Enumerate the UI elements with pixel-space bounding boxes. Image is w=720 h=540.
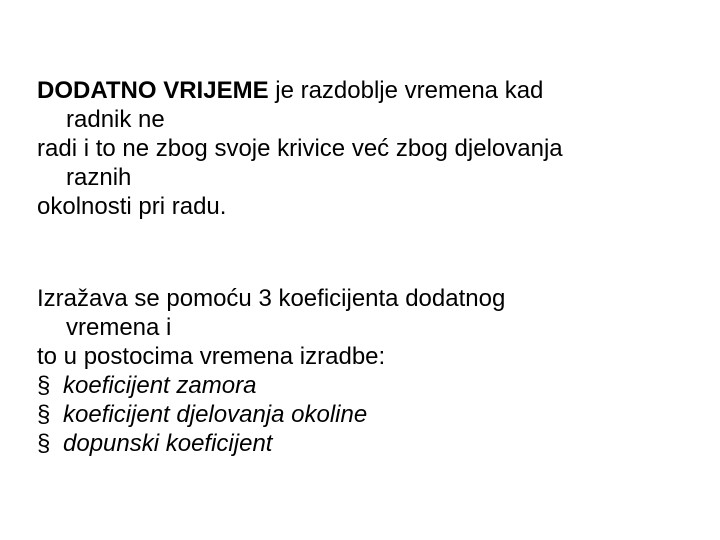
bullet-text: dopunski koeficijent [63,430,273,457]
bullet-icon: § [37,430,51,457]
bullet-item [37,429,677,458]
definition-line-2: radnik ne [66,106,165,133]
definition-line-1 [37,76,677,105]
definition-line-4: raznih [66,164,132,191]
definition-line-5: okolnosti pri radu. [37,193,227,220]
coefficients-line-1: Izražava se pomoću 3 koeficijenta dodatnog [37,285,506,312]
definition-line-3: radi i to ne zbog svoje krivice već zbog djelovanja [37,135,563,162]
bullet-text: koeficijent djelovanja okoline [63,401,368,428]
bullet-icon: § [37,401,51,428]
bullet-text: koeficijent zamora [63,372,257,399]
term-heading: DODATNO VRIJEME [37,77,269,104]
bullet-icon: § [37,372,51,399]
coefficients-paragraph [37,284,677,458]
bullet-item [37,400,677,429]
definition-paragraph [37,76,677,221]
coefficients-line-3: to u postocima vremena izradbe: [37,343,386,370]
definition-text: je razdoblje vremena kad [268,77,544,104]
bullet-item [37,371,677,400]
coefficients-line-2: vremena i [66,314,172,341]
